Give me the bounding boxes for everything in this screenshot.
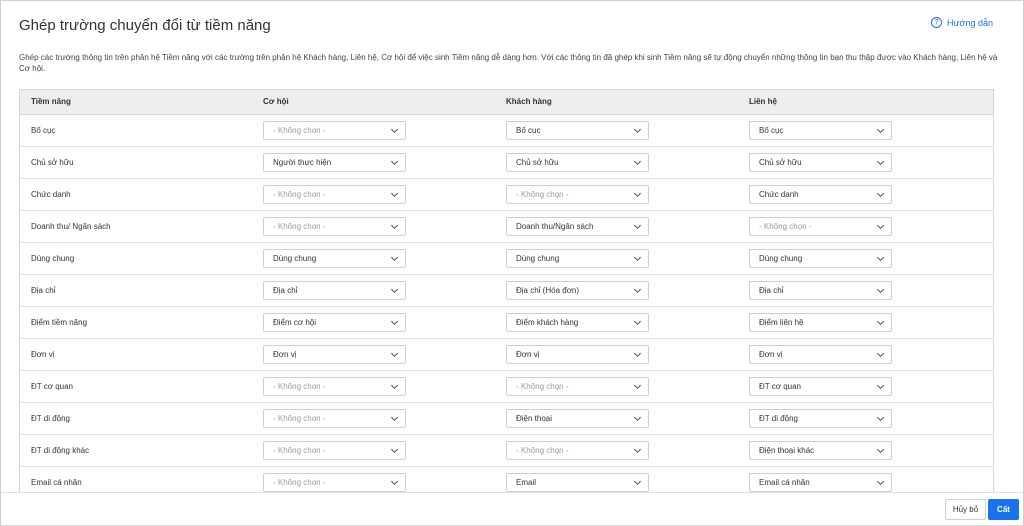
chevron-down-icon	[877, 286, 884, 293]
chevron-down-icon	[877, 254, 884, 261]
lien-he-select[interactable]	[749, 441, 892, 460]
select-value: - Không chọn -	[273, 478, 326, 487]
chevron-down-icon	[391, 350, 398, 357]
khach-hang-select[interactable]	[506, 185, 649, 204]
cell-lien-he	[749, 185, 992, 204]
chevron-down-icon	[634, 254, 641, 261]
column-header-lien-he: Liên hệ	[749, 97, 778, 106]
cell-co-hoi	[263, 313, 506, 332]
chevron-down-icon	[391, 286, 398, 293]
table-row	[20, 275, 993, 307]
row-label: ĐT di động khác	[31, 446, 90, 455]
mapping-table	[19, 89, 994, 493]
khach-hang-select[interactable]	[506, 473, 649, 492]
select-value: - Không chọn -	[273, 190, 326, 199]
select-value: Địa chỉ	[759, 286, 784, 295]
cell-lien-he	[749, 153, 992, 172]
lien-he-select[interactable]	[749, 217, 892, 236]
co-hoi-select[interactable]	[263, 473, 406, 492]
cell-co-hoi	[263, 441, 506, 460]
select-value: Địa chỉ	[273, 286, 298, 295]
cell-khach-hang	[506, 281, 749, 300]
cell-lien-he	[749, 377, 992, 396]
cell-khach-hang	[506, 345, 749, 364]
chevron-down-icon	[634, 446, 641, 453]
help-label: Hướng dẫn	[947, 17, 993, 28]
khach-hang-select[interactable]	[506, 121, 649, 140]
chevron-down-icon	[634, 414, 641, 421]
select-value: - Không chọn -	[273, 222, 326, 231]
co-hoi-select[interactable]	[263, 313, 406, 332]
row-label: Doanh thu/ Ngân sách	[31, 222, 111, 231]
row-label: ĐT di động	[31, 414, 70, 423]
chevron-down-icon	[877, 222, 884, 229]
chevron-down-icon	[877, 478, 884, 485]
select-value: Đơn vị	[273, 350, 297, 359]
khach-hang-select[interactable]	[506, 249, 649, 268]
table-row	[20, 147, 993, 179]
lien-he-select[interactable]	[749, 313, 892, 332]
cell-co-hoi	[263, 217, 506, 236]
table-row	[20, 307, 993, 339]
select-value: Doanh thu/Ngân sách	[516, 222, 594, 231]
chevron-down-icon	[634, 478, 641, 485]
chevron-down-icon	[877, 446, 884, 453]
row-label: Email cá nhân	[31, 478, 82, 487]
row-label: ĐT cơ quan	[31, 382, 74, 391]
cell-lien-he	[749, 313, 992, 332]
cell-khach-hang	[506, 121, 749, 140]
chevron-down-icon	[877, 382, 884, 389]
table-row	[20, 115, 993, 147]
row-label: Chức danh	[31, 190, 71, 199]
cell-lien-he	[749, 409, 992, 428]
cell-khach-hang	[506, 441, 749, 460]
table-row	[20, 179, 993, 211]
select-value: Địa chỉ (Hóa đơn)	[516, 286, 580, 295]
chevron-down-icon	[877, 126, 884, 133]
select-value: ĐT cơ quan	[759, 382, 802, 391]
chevron-down-icon	[391, 478, 398, 485]
co-hoi-select[interactable]	[263, 281, 406, 300]
select-value: Chủ sở hữu	[759, 158, 802, 167]
select-value: Dùng chung	[516, 254, 560, 263]
co-hoi-select[interactable]	[263, 153, 406, 172]
column-header-tiem-nang: Tiềm năng	[31, 97, 71, 106]
chevron-down-icon	[391, 318, 398, 325]
cell-lien-he	[749, 441, 992, 460]
khach-hang-select[interactable]	[506, 281, 649, 300]
table-row	[20, 435, 993, 467]
chevron-down-icon	[634, 126, 641, 133]
khach-hang-select[interactable]	[506, 313, 649, 332]
row-label: Địa chỉ	[31, 286, 56, 295]
page-title: Ghép trường chuyển đổi từ tiềm năng	[19, 17, 271, 34]
chevron-down-icon	[877, 158, 884, 165]
lien-he-select[interactable]	[749, 345, 892, 364]
khach-hang-select[interactable]	[506, 409, 649, 428]
cell-khach-hang	[506, 377, 749, 396]
cell-co-hoi	[263, 345, 506, 364]
chevron-down-icon	[877, 414, 884, 421]
co-hoi-select[interactable]	[263, 249, 406, 268]
help-circle-icon: ?	[931, 17, 942, 28]
chevron-down-icon	[634, 222, 641, 229]
table-row	[20, 211, 993, 243]
lien-he-select[interactable]	[749, 121, 892, 140]
select-value: - Không chọn -	[273, 382, 326, 391]
co-hoi-select[interactable]	[263, 409, 406, 428]
cell-co-hoi	[263, 473, 506, 492]
chevron-down-icon	[391, 158, 398, 165]
cell-lien-he	[749, 473, 992, 492]
chevron-down-icon	[634, 350, 641, 357]
table-body	[20, 115, 993, 493]
cell-co-hoi	[263, 249, 506, 268]
select-value: Điểm liên hệ	[759, 318, 804, 327]
cell-co-hoi	[263, 281, 506, 300]
chevron-down-icon	[391, 446, 398, 453]
select-value: Email cá nhân	[759, 478, 810, 487]
lien-he-select[interactable]	[749, 409, 892, 428]
chevron-down-icon	[391, 382, 398, 389]
co-hoi-select[interactable]	[263, 121, 406, 140]
lien-he-select[interactable]	[749, 473, 892, 492]
select-value: - Không chọn -	[273, 446, 326, 455]
cell-khach-hang	[506, 153, 749, 172]
chevron-down-icon	[877, 350, 884, 357]
select-value: - Không chọn -	[273, 126, 326, 135]
select-value: - Không chọn -	[516, 382, 569, 391]
co-hoi-select[interactable]	[263, 345, 406, 364]
column-header-co-hoi: Cơ hội	[263, 97, 289, 106]
co-hoi-select[interactable]	[263, 377, 406, 396]
chevron-down-icon	[634, 318, 641, 325]
cell-khach-hang	[506, 217, 749, 236]
select-value: Chủ sở hữu	[516, 158, 559, 167]
lien-he-select[interactable]	[749, 249, 892, 268]
cell-co-hoi	[263, 185, 506, 204]
select-value: Chức danh	[759, 190, 799, 199]
table-row	[20, 467, 993, 493]
select-value: - Không chọn -	[273, 414, 326, 423]
select-value: Đơn vị	[516, 350, 540, 359]
khach-hang-select[interactable]	[506, 153, 649, 172]
header	[19, 17, 993, 41]
khach-hang-select[interactable]	[506, 217, 649, 236]
row-label: Dùng chung	[31, 254, 75, 263]
cell-khach-hang	[506, 473, 749, 492]
table-row	[20, 339, 993, 371]
select-value: Bố cục	[516, 126, 541, 135]
lien-he-select[interactable]	[749, 185, 892, 204]
cell-co-hoi	[263, 377, 506, 396]
cell-khach-hang	[506, 249, 749, 268]
row-label: Đơn vị	[31, 350, 55, 359]
select-value: Điểm cơ hội	[273, 318, 317, 327]
chevron-down-icon	[634, 190, 641, 197]
column-header-khach-hang: Khách hàng	[506, 97, 552, 106]
description: Ghép các trường thông tin trên phân hệ Tiềm năng với các trường trên phân hệ Khách hàng, Liên hệ, Cơ hội để việc sinh Tiềm năng dễ dàng hơn. Với các thông tin đã ghép khi sinh Tiềm năng sẽ tự động chuyển những thông tin bạn thu thập được vào Khách hàng, Liên hệ và Cơ hội.	[19, 53, 998, 73]
select-value: - Không chọn -	[516, 446, 569, 455]
select-value: Dùng chung	[273, 254, 317, 263]
chevron-down-icon	[391, 222, 398, 229]
select-value: Đơn vị	[759, 350, 783, 359]
cell-co-hoi	[263, 409, 506, 428]
select-value: Điểm khách hàng	[516, 318, 579, 327]
table-row	[20, 403, 993, 435]
save-button[interactable]: Cất	[988, 499, 1019, 520]
chevron-down-icon	[391, 414, 398, 421]
chevron-down-icon	[391, 254, 398, 261]
table-row	[20, 371, 993, 403]
table-row	[20, 243, 993, 275]
cell-lien-he	[749, 281, 992, 300]
row-label: Bố cục	[31, 126, 56, 135]
cell-lien-he	[749, 217, 992, 236]
khach-hang-select[interactable]	[506, 377, 649, 396]
select-value: Email	[516, 478, 537, 487]
chevron-down-icon	[634, 158, 641, 165]
help-link[interactable]	[931, 17, 993, 28]
select-value: - Không chọn -	[516, 190, 569, 199]
khach-hang-select[interactable]	[506, 345, 649, 364]
chevron-down-icon	[634, 286, 641, 293]
lien-he-select[interactable]	[749, 281, 892, 300]
lien-he-select[interactable]	[749, 153, 892, 172]
chevron-down-icon	[634, 382, 641, 389]
select-value: Bố cục	[759, 126, 784, 135]
row-label: Điểm tiềm năng	[31, 318, 88, 327]
cell-khach-hang	[506, 185, 749, 204]
lien-he-select[interactable]	[749, 377, 892, 396]
select-value: ĐT di động	[759, 414, 798, 423]
co-hoi-select[interactable]	[263, 441, 406, 460]
select-value: - Không chọn -	[759, 222, 812, 231]
co-hoi-select[interactable]	[263, 185, 406, 204]
row-label: Chủ sở hữu	[31, 158, 74, 167]
cell-khach-hang	[506, 409, 749, 428]
chevron-down-icon	[391, 126, 398, 133]
cell-lien-he	[749, 249, 992, 268]
select-value: Dùng chung	[759, 254, 803, 263]
select-value: Điện thoại	[516, 414, 553, 423]
cell-lien-he	[749, 345, 992, 364]
cell-lien-he	[749, 121, 992, 140]
chevron-down-icon	[877, 190, 884, 197]
co-hoi-select[interactable]	[263, 217, 406, 236]
cancel-button[interactable]: Hủy bỏ	[945, 499, 986, 520]
cell-co-hoi	[263, 121, 506, 140]
chevron-down-icon	[877, 318, 884, 325]
cell-khach-hang	[506, 313, 749, 332]
cell-co-hoi	[263, 153, 506, 172]
select-value: Người thực hiện	[273, 158, 332, 167]
select-value: Điện thoại khác	[759, 446, 815, 455]
khach-hang-select[interactable]	[506, 441, 649, 460]
table-header	[20, 89, 993, 115]
chevron-down-icon	[391, 190, 398, 197]
footer	[1, 492, 1023, 525]
